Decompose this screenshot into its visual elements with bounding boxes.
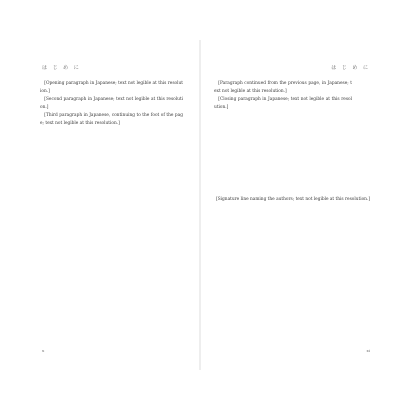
left-paragraph-1: [Opening paragraph in Japanese; text not legible at this resolution.] (40, 81, 183, 94)
author-signature-line: [Signature line naming the authors; text not legible at this resolution.] (216, 197, 370, 202)
left-paragraph-2: [Second paragraph in Japanese; text not legible at this resolution.] (40, 96, 183, 110)
right-paragraph-2: [Closing paragraph in Japanese; text not legible at this resolution.] (214, 96, 352, 110)
right-page (200, 0, 400, 400)
right-page-number: xi (366, 348, 370, 353)
left-paragraph-3: [Third paragraph in Japanese, continuing to the foot of the page; text not legible at this resolution.] (40, 112, 183, 126)
right-running-head: は じ め に (331, 65, 370, 71)
left-body-text (40, 80, 183, 127)
right-body-text (214, 80, 352, 112)
left-page-number: x (42, 348, 45, 353)
left-running-head: は じ め に (42, 65, 81, 71)
right-paragraph-1: [Paragraph continued from the previous page, in Japanese; text not legible at this resolution.] (214, 81, 352, 94)
